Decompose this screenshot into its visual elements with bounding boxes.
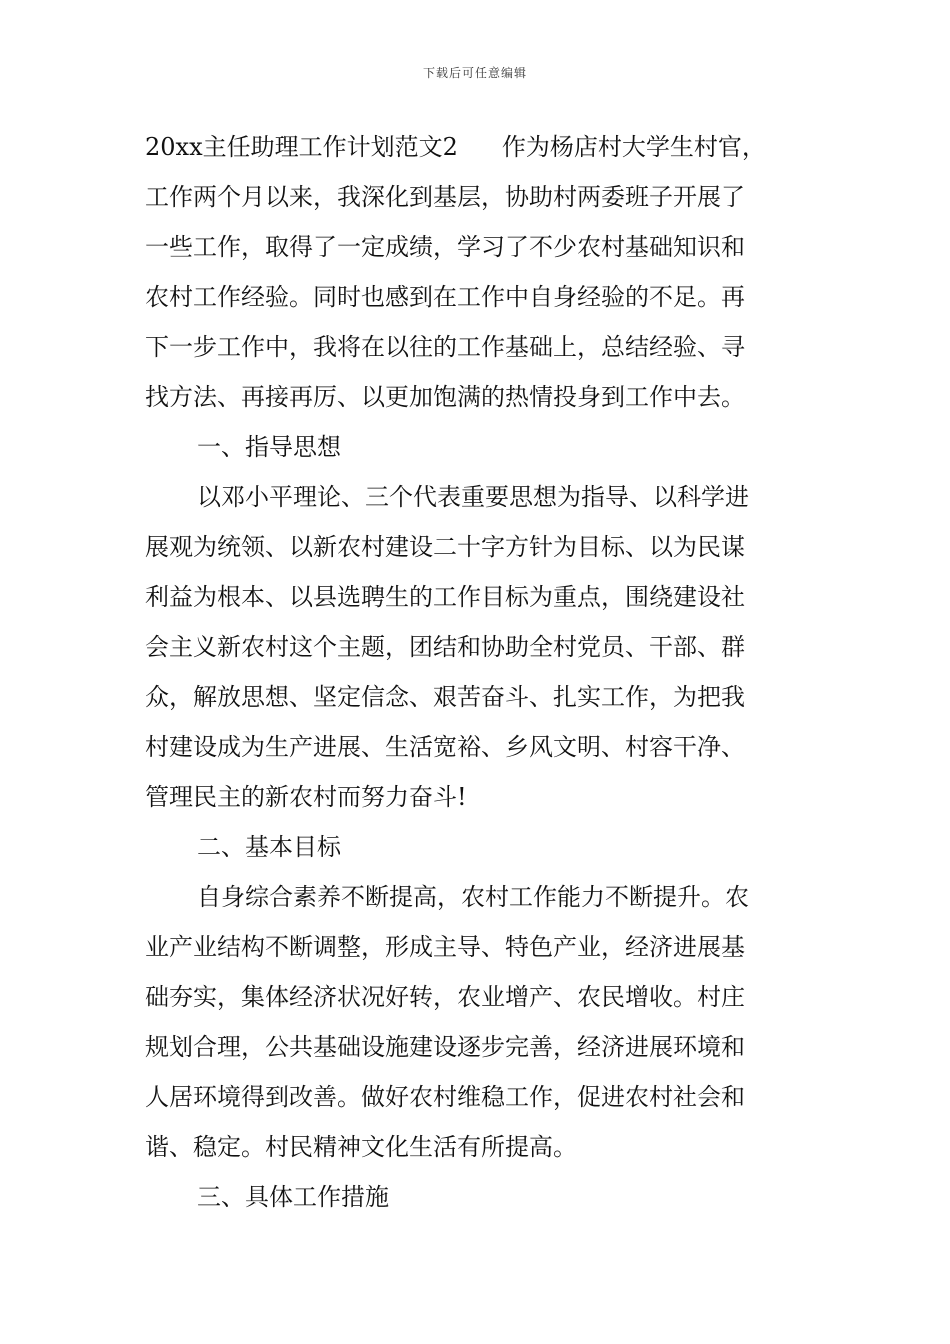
page-header: 下载后可任意编辑 xyxy=(422,66,527,80)
paragraph-line: 以邓小平理论、三个代表重要思想为指导、以科学进 xyxy=(197,483,749,511)
intro-line: 工作两个月以来，我深化到基层，协助村两委班子开展了 xyxy=(145,183,745,211)
intro-line: 找方法、再接再厉、以更加饱满的热情投身到工作中去。 xyxy=(145,383,745,411)
document-title: 20xx主任助理工作计划范文2 xyxy=(145,133,458,161)
title-line xyxy=(145,122,810,172)
document-body xyxy=(145,122,810,1222)
paragraph-line: 谐、稳定。村民精神文化生活有所提高。 xyxy=(145,1133,577,1161)
intro-line: 下一步工作中，我将在以往的工作基础上，总结经验、寻 xyxy=(145,333,745,361)
paragraph-line: 利益为根本、以县选聘生的工作目标为重点，围绕建设社 xyxy=(145,583,745,611)
paragraph-line: 管理民主的新农村而努力奋斗! xyxy=(145,783,467,811)
paragraph-line: 会主义新农村这个主题，团结和协助全村党员、干部、群 xyxy=(145,633,745,661)
paragraph-line: 展观为统领、以新农村建设二十字方针为目标、以为民谋 xyxy=(145,533,745,561)
intro-line: 作为杨店村大学生村官， xyxy=(501,133,766,161)
section-heading: 三、具体工作措施 xyxy=(197,1183,389,1211)
intro-line: 农村工作经验。同时也感到在工作中自身经验的不足。再 xyxy=(145,283,745,311)
paragraph-line: 自身综合素养不断提高，农村工作能力不断提升。农 xyxy=(197,883,749,911)
intro-line: 一些工作，取得了一定成绩，学习了不少农村基础知识和 xyxy=(145,233,745,261)
paragraph-line: 业产业结构不断调整，形成主导、特色产业，经济进展基 xyxy=(145,933,745,961)
paragraph-line: 人居环境得到改善。做好农村维稳工作，促进农村社会和 xyxy=(145,1083,745,1111)
paragraph-line: 众，解放思想、坚定信念、艰苦奋斗、扎实工作，为把我 xyxy=(145,683,745,711)
section-heading: 一、指导思想 xyxy=(197,433,341,461)
paragraph-line: 础夯实，集体经济状况好转，农业增产、农民增收。村庄 xyxy=(145,983,745,1011)
paragraph-line: 规划合理，公共基础设施建设逐步完善，经济进展环境和 xyxy=(145,1033,745,1061)
paragraph-line: 村建设成为生产进展、生活宽裕、乡风文明、村容干净、 xyxy=(145,733,745,761)
section-heading: 二、基本目标 xyxy=(197,833,341,861)
